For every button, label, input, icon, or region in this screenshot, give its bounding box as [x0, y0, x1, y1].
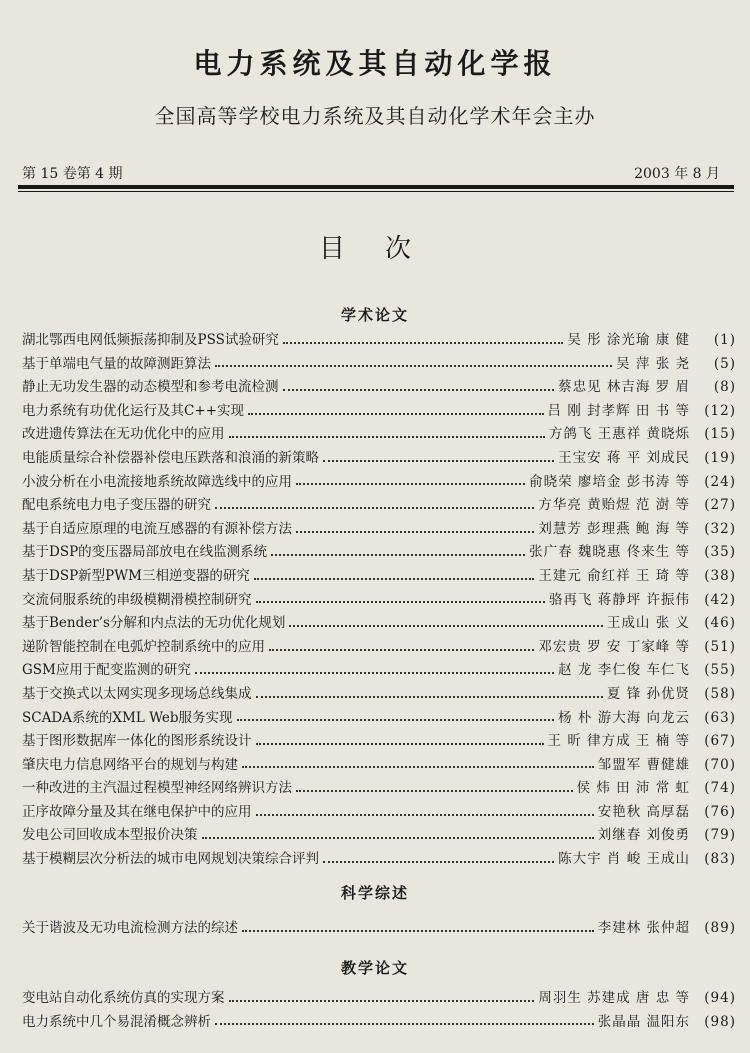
toc-entry[interactable]	[22, 470, 736, 494]
toc-entry-page: ( 27 )	[690, 497, 736, 513]
issue-date: 2003 年 8 月	[634, 166, 720, 182]
toc-entry-page: ( 38 )	[690, 568, 736, 584]
toc-entry-title: 基于交换式以太网实现多现场总线集成	[22, 685, 252, 702]
toc-entry-page: ( 35 )	[690, 544, 736, 560]
header-rule-thin	[18, 191, 734, 192]
toc-entry-page: ( 5 )	[690, 356, 736, 372]
issue-number: 第 15 卷第 4 期	[22, 166, 123, 182]
toc-entry[interactable]	[22, 446, 736, 470]
toc-list-academic	[22, 328, 736, 871]
dot-leader	[215, 507, 534, 509]
toc-entry-title: 交流伺服系统的串级模糊滑模控制研究	[22, 591, 252, 608]
toc-entry-page: ( 76 )	[690, 804, 736, 820]
toc-entry[interactable]	[22, 658, 736, 682]
dot-leader	[202, 837, 594, 839]
header-rule-thick	[18, 185, 734, 189]
toc-entry-authors: 骆再飞 蒋静坪 许振伟	[548, 591, 690, 608]
toc-entry-authors: 王 昕 律方成 王 楠 等	[547, 733, 690, 750]
dot-leader	[283, 342, 563, 344]
toc-entry-title: 基于图形数据库一体化的图形系统设计	[22, 733, 252, 750]
journal-title: 电力系统及其自动化学报	[193, 47, 557, 80]
toc-entry-page: ( 70 )	[690, 757, 736, 773]
toc-entry-title: 电力系统有功优化运行及其C++实现	[22, 402, 244, 419]
toc-entry-authors: 王成山 张 义	[606, 615, 690, 632]
toc-entry[interactable]	[22, 328, 736, 352]
toc-entry-authors: 安艳秋 高厚磊	[597, 803, 690, 820]
toc-entry-authors: 周羽生 苏建成 唐 忠 等	[538, 990, 690, 1006]
dot-leader	[215, 1023, 594, 1025]
toc-entry-authors: 方鸽飞 王惠祥 黄晓烁	[548, 426, 690, 443]
toc-entry-title: 肇庆电力信息网络平台的规划与构建	[22, 756, 238, 773]
toc-entry-title: GSM应用于配变监测的研究	[22, 662, 191, 679]
toc-entry-authors: 刘慧芳 彭理燕 鲍 海 等	[538, 520, 690, 537]
toc-entry-title: 基于DSP新型PWM三相逆变器的研究	[22, 567, 250, 584]
dot-leader	[254, 578, 534, 580]
toc-entry-page: ( 15 )	[690, 426, 736, 442]
toc-entry-authors: 侯 炜 田 沛 常 虹	[576, 780, 690, 797]
toc-entry-title: 电能质量综合补偿器补偿电压跌落和浪涌的新策略	[22, 449, 319, 466]
section-title-teaching: 教学论文	[340, 959, 409, 977]
toc-entry[interactable]	[22, 986, 736, 1010]
toc-entry-title: 改进遗传算法在无功优化中的应用	[22, 426, 225, 443]
toc-entry-authors: 夏 锋 孙优贤	[606, 685, 690, 702]
dot-leader	[296, 790, 573, 792]
dot-leader	[289, 625, 602, 627]
dot-leader	[256, 601, 545, 603]
toc-entry-authors: 张晶晶 温阳东	[597, 1013, 690, 1030]
toc-entry-title: 变电站自动化系统仿真的实现方案	[22, 990, 225, 1006]
toc-entry-title: 基于模糊层次分析法的城市电网规划决策综合评判	[22, 851, 319, 868]
toc-entry-page: ( 1 )	[690, 332, 736, 348]
toc-entry[interactable]	[22, 753, 736, 777]
toc-entry-page: ( 63 )	[690, 710, 736, 726]
toc-entry-title: SCADA系统的XML Web服务实现	[22, 709, 233, 726]
toc-entry-authors: 吕 刚 封孝辉 田 书 等	[547, 402, 690, 419]
toc-entry[interactable]	[22, 1010, 736, 1034]
toc-entry-page: ( 51 )	[690, 639, 736, 655]
dot-leader	[283, 389, 555, 391]
toc-entry-title: 电力系统中几个易混淆概念辨析	[22, 1013, 211, 1030]
toc-entry-authors: 俞晓荣 廖培金 彭书涛 等	[529, 473, 690, 490]
toc-entry-title: 配电系统电力电子变压器的研究	[22, 497, 211, 514]
toc-entry-page: ( 74 )	[690, 780, 736, 796]
dot-leader	[256, 743, 544, 745]
toc-entry-page: ( 24 )	[690, 474, 736, 490]
toc-entry-page: ( 89 )	[690, 920, 736, 936]
toc-entry-authors: 王宝安 蒋 平 刘成民	[558, 449, 690, 466]
toc-entry[interactable]	[22, 729, 736, 753]
toc-entry-page: ( 12 )	[690, 403, 736, 419]
dot-leader	[269, 649, 534, 651]
toc-entry[interactable]	[22, 635, 736, 659]
toc-entry[interactable]	[22, 517, 736, 541]
toc-entry-title: 湖北鄂西电网低频振荡抑制及PSS试验研究	[22, 332, 279, 348]
toc-entry[interactable]	[22, 399, 736, 423]
journal-sponsor: 全国高等学校电力系统及其自动化学术年会主办	[154, 104, 596, 128]
dot-leader	[248, 413, 544, 415]
dot-leader	[256, 696, 603, 698]
toc-entry[interactable]	[22, 611, 736, 635]
toc-entry-title: 一种改进的主汽温过程模型神经网络辨识方法	[22, 780, 292, 797]
toc-entry-authors: 王建元 俞红祥 王 琦 等	[538, 567, 690, 584]
toc-entry-authors: 邹盟军 曹健雄	[597, 756, 690, 773]
toc-entry-page: ( 67 )	[690, 733, 736, 749]
toc-entry-authors: 方华亮 黄贻煜 范 澍 等	[538, 497, 690, 514]
dot-leader	[256, 814, 594, 816]
toc-entry[interactable]	[22, 800, 736, 824]
toc-entry-page: ( 42 )	[690, 592, 736, 608]
toc-entry[interactable]	[22, 916, 736, 940]
toc-entry-page: ( 46 )	[690, 615, 736, 631]
toc-entry[interactable]	[22, 823, 736, 847]
toc-entry-title: 静止无功发生器的动态模型和参考电流检测	[22, 379, 279, 396]
dot-leader	[242, 766, 594, 768]
toc-entry-title: 基于自适应原理的电流互感器的有源补偿方法	[22, 520, 292, 537]
toc-entry-authors: 吴 萍 张 尧	[616, 355, 690, 372]
dot-leader	[242, 930, 594, 932]
toc-entry-authors: 张广春 魏晓惠 佟来生 等	[529, 544, 690, 561]
toc-entry[interactable]	[22, 776, 736, 800]
toc-entry-title: 小波分析在小电流接地系统故障选线中的应用	[22, 473, 292, 490]
toc-entry-title: 正序故障分量及其在继电保护中的应用	[22, 803, 252, 820]
toc-entry[interactable]	[22, 682, 736, 706]
dot-leader	[195, 672, 554, 674]
dot-leader	[229, 1000, 535, 1002]
toc-entry-page: ( 83 )	[690, 851, 736, 867]
toc-entry[interactable]	[22, 493, 736, 517]
dot-leader	[323, 460, 554, 462]
toc-entry-authors: 陈大宇 肖 峻 王成山	[558, 851, 690, 868]
toc-entry[interactable]	[22, 422, 736, 446]
toc-entry[interactable]	[22, 847, 736, 871]
toc-entry-page: ( 19 )	[690, 450, 736, 466]
toc-entry-page: ( 32 )	[690, 521, 736, 537]
toc-entry-page: ( 58 )	[690, 686, 736, 702]
toc-entry-title: 递阶智能控制在电弧炉控制系统中的应用	[22, 638, 265, 655]
dot-leader	[237, 719, 555, 721]
toc-entry-page: ( 94 )	[690, 990, 736, 1006]
toc-list-teaching	[22, 986, 736, 1033]
dot-leader	[229, 436, 545, 438]
dot-leader	[323, 861, 554, 863]
toc-entry[interactable]	[22, 352, 736, 376]
toc-entry-page: ( 55 )	[690, 662, 736, 678]
toc-entry-authors: 吴 彤 涂光瑜 康 健	[567, 332, 690, 348]
section-title-review: 科学综述	[340, 884, 409, 902]
dot-leader	[296, 531, 534, 533]
toc-entry-authors: 蔡忠见 林吉海 罗 眉	[558, 379, 690, 396]
contents-heading: 目次	[318, 234, 451, 264]
toc-entry-title: 基于DSP的变压器局部放电在线监测系统	[22, 544, 268, 561]
dot-leader	[296, 483, 525, 485]
toc-entry-authors: 李建林 张仲超	[597, 920, 690, 936]
section-title-academic: 学术论文	[340, 306, 409, 324]
toc-entry-title: 发电公司回收成本型报价决策	[22, 827, 198, 844]
toc-entry[interactable]	[22, 540, 736, 564]
toc-entry-authors: 刘继春 刘俊勇	[597, 827, 690, 844]
dot-leader	[215, 365, 612, 367]
toc-list-review	[22, 916, 736, 940]
toc-entry[interactable]	[22, 588, 736, 612]
toc-entry-page: ( 79 )	[690, 827, 736, 843]
toc-entry-authors: 邓宏贵 罗 安 丁家峰 等	[538, 638, 690, 655]
toc-entry[interactable]	[22, 375, 736, 399]
toc-entry[interactable]	[22, 564, 736, 588]
toc-entry-authors: 杨 朴 游大海 向龙云	[558, 709, 690, 726]
toc-entry-title: 关于谐波及无功电流检测方法的综述	[22, 920, 238, 936]
toc-entry-authors: 赵 龙 李仁俊 车仁飞	[558, 662, 690, 679]
toc-entry-title: 基于单端电气量的故障测距算法	[22, 355, 211, 372]
dot-leader	[271, 554, 525, 556]
toc-entry-page: ( 98 )	[690, 1014, 736, 1030]
toc-entry[interactable]	[22, 706, 736, 730]
toc-entry-title: 基于Bender’s分解和内点法的无功优化规划	[22, 615, 286, 632]
toc-entry-page: ( 8 )	[690, 379, 736, 395]
